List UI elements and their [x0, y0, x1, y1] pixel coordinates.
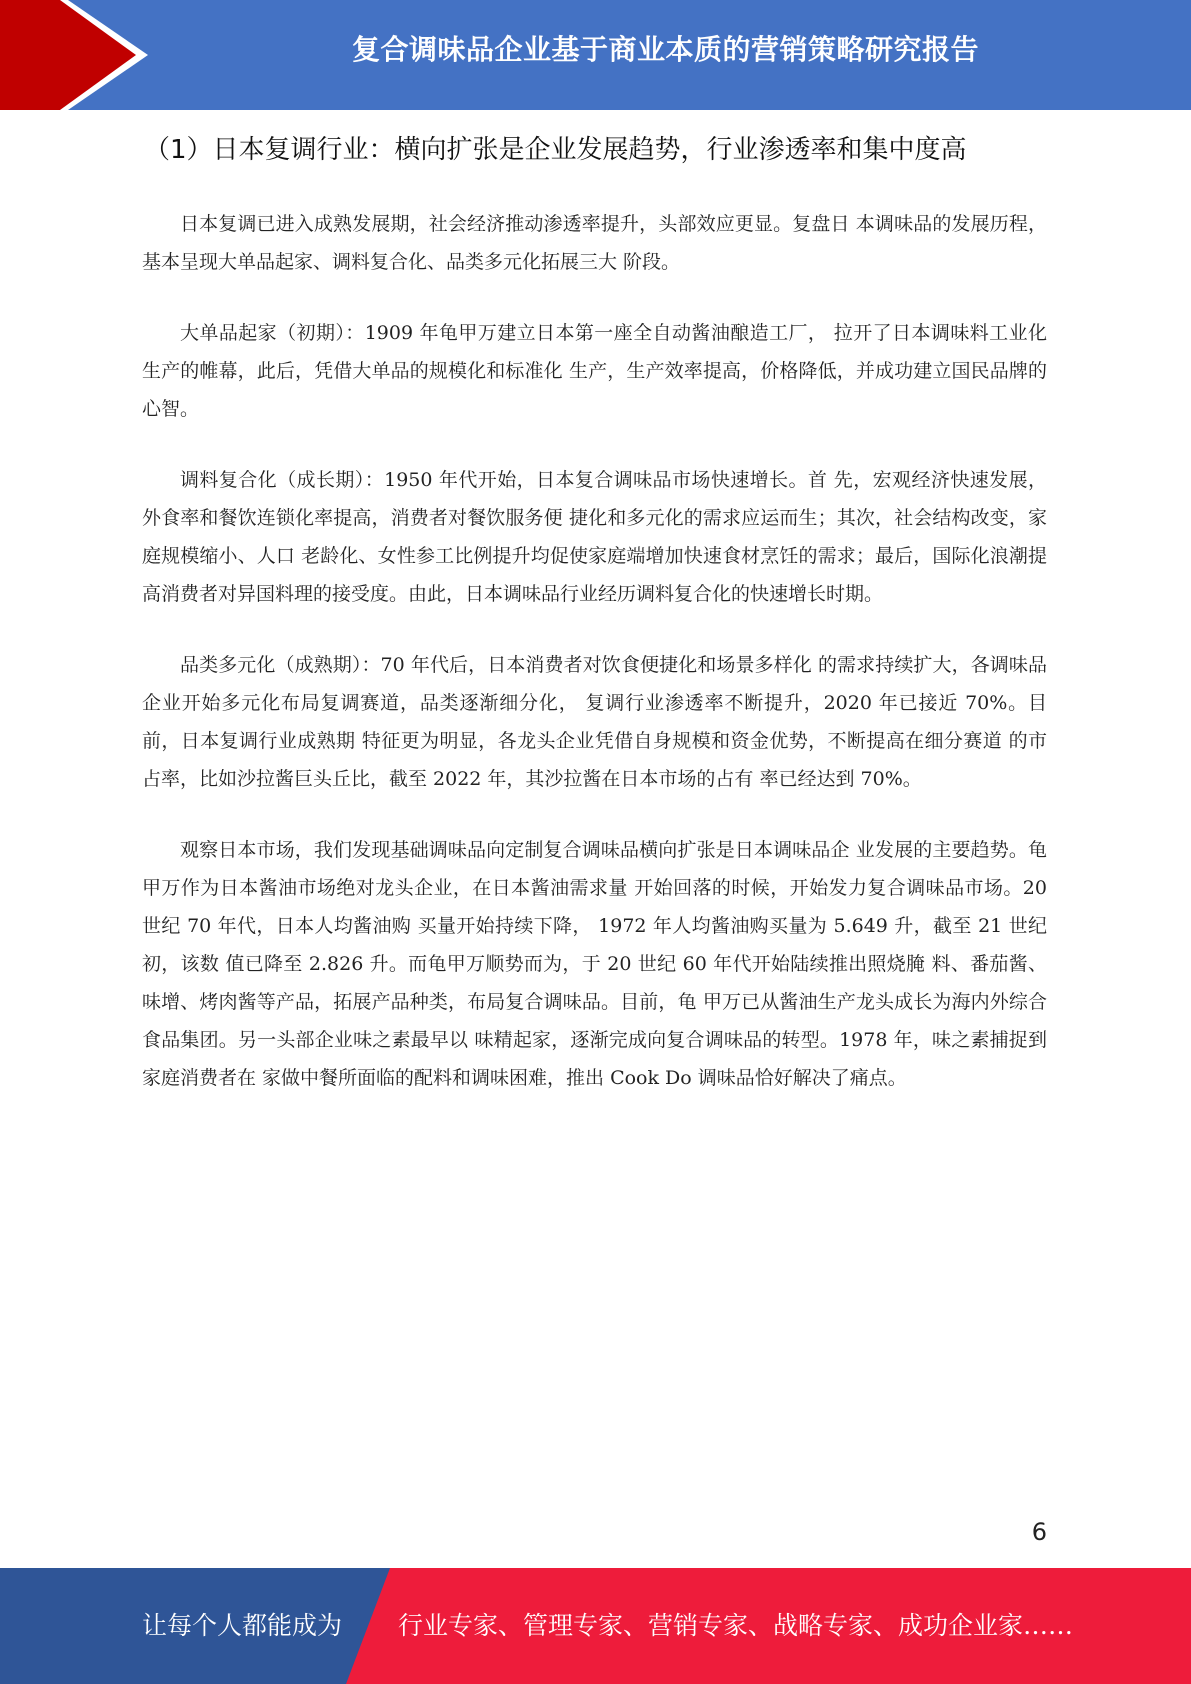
page-number: 6	[1031, 1518, 1047, 1546]
paragraph-overview: 日本复调已进入成熟发展期，社会经济推动渗透率提升，头部效应更显。复盘日 本调味品的发展历程，基本呈现大单品起家、调料复合化、品类多元化拓展三大 阶段。	[142, 213, 1047, 273]
report-title: 复合调味品企业基于商业本质的营销策略研究报告	[351, 33, 979, 66]
footer-slogan-right: 行业专家、管理专家、营销专家、战略专家、成功企业家……	[398, 1611, 1074, 1640]
chevron-arrow-icon	[0, 0, 160, 110]
paragraph-market-observation: 观察日本市场，我们发现基础调味品向定制复合调味品横向扩张是日本调味品企 业发展的主要趋势。龟甲万作为日本酱油市场绝对龙头企业，在日本酱油需求量 开始回落的时候，开始发力复合调味品市场。20 世纪 70 年代，日本人均酱油购 买量开始持续下降， 1972 年人均酱油购买量为 5.649 升，截至 21 世纪初，该数 值已降至 2.826 升。而龟甲万顺势而为，于 20 世纪 60 年代开始陆续推出照烧腌 料、番茄酱、味增、烤肉酱等产品，拓展产品种类，布局复合调味品。目前，龟 甲万已从酱油生产龙头成长为海内外综合食品集团。另一头部企业味之素最早以 味精起家，逐渐完成向复合调味品的转型。1978 年，味之素捕捉到家庭消费者在 家做中餐所面临的配料和调味困难，推出 Cook Do 调味品恰好解决了痛点。	[142, 839, 1047, 1089]
paragraph-growth-stage: 调料复合化（成长期）：1950 年代开始，日本复合调味品市场快速增长。首 先，宏观经济快速发展，外食率和餐饮连锁化率提高，消费者对餐饮服务便 捷化和多元化的需求应运而生；其次，社会结构改变，家庭规模缩小、人口 老龄化、女性参工比例提升均促使家庭端增加快速食材烹饪的需求；最后，国际化浪潮提高消费者对异国料理的接受度。由此，日本调味品行业经历调料复合化的快速增长时期。	[142, 469, 1047, 605]
footer-slogan-left: 让每个人都能成为	[142, 1611, 343, 1640]
paragraph-initial-stage: 大单品起家（初期）：1909 年龟甲万建立日本第一座全自动酱油酿造工厂， 拉开了日本调味料工业化生产的帷幕，此后，凭借大单品的规模化和标准化 生产，生产效率提高，价格降低，并成功建立国民品牌的心智。	[142, 322, 1047, 420]
report-body	[142, 205, 1047, 1130]
page-footer	[0, 1568, 1191, 1684]
page-header	[0, 0, 1191, 110]
section-heading: （1）日本复调行业：横向扩张是企业发展趋势，行业渗透率和集中度高	[144, 135, 967, 165]
paragraph-mature-stage: 品类多元化（成熟期）：70 年代后，日本消费者对饮食便捷化和场景多样化 的需求持续扩大，各调味品企业开始多元化布局复调赛道，品类逐渐细分化， 复调行业渗透率不断提升，2020 年已接近 70%。目前，日本复调行业成熟期 特征更为明显，各龙头企业凭借自身规模和资金优势，不断提高在细分赛道 的市占率，比如沙拉酱巨头丘比，截至 2022 年，其沙拉酱在日本市场的占有 率已经达到 70%。	[142, 654, 1047, 790]
